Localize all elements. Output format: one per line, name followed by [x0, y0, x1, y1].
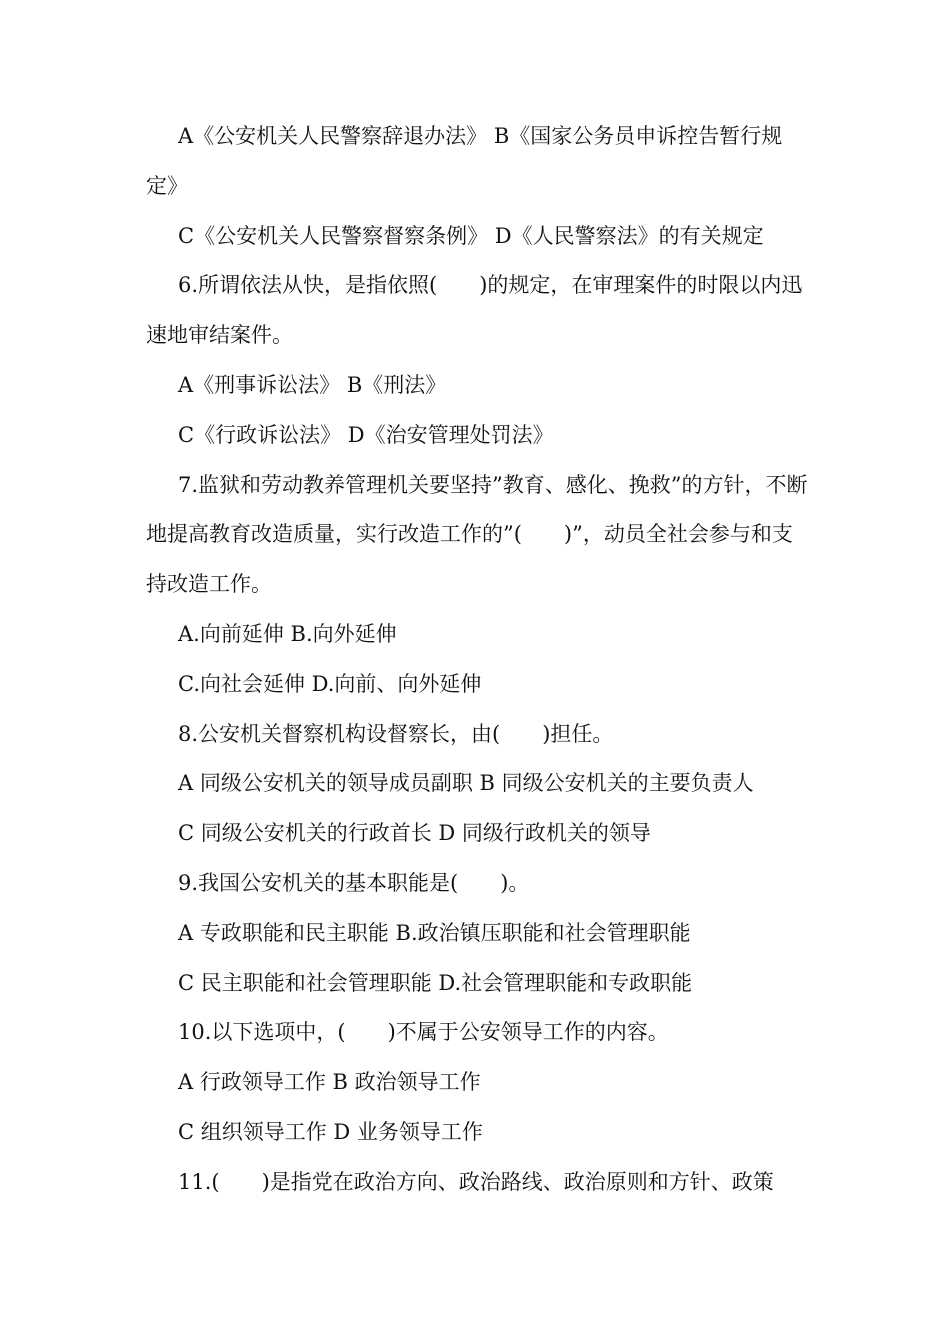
- option-line: C 同级公安机关的行政首长 D 同级行政机关的领导: [178, 821, 651, 846]
- option-line: C《行政诉讼法》 D《治安管理处罚法》: [178, 422, 554, 447]
- question-6: 6.所谓依法从快，是指依照( )的规定，在审理案件的时限以内迅速地审结案件。: [146, 273, 803, 348]
- option-line: A 行政领导工作 B 政治领导工作: [178, 1070, 481, 1095]
- option-line: C 组织领导工作 D 业务领导工作: [178, 1119, 483, 1144]
- question-10: 10.以下选项中，( )不属于公安领导工作的内容。: [178, 1020, 669, 1045]
- option-line: C《公安机关人民警察督察条例》 D《人民警察法》的有关规定: [178, 223, 764, 248]
- option-line: A 专政职能和民主职能 B.政治镇压职能和社会管理职能: [178, 920, 691, 945]
- option-line: A《公安机关人民警察辞退办法》 B《国家公务员申诉控告暂行规定》: [146, 124, 783, 198]
- document-body: [146, 112, 810, 1208]
- option-line: A 同级公安机关的领导成员副职 B 同级公安机关的主要负责人: [178, 771, 754, 796]
- option-line: A.向前延伸 B.向外延伸: [178, 621, 397, 646]
- question-9: 9.我国公安机关的基本职能是( )。: [178, 870, 530, 895]
- question-7: 7.监狱和劳动教养管理机关要坚持”教育、感化、挽救”的方针，不断地提高教育改造质量，实行改造工作的”( )”，动员全社会参与和支持改造工作。: [146, 472, 808, 597]
- option-line: A《刑事诉讼法》 B《刑法》: [178, 372, 447, 397]
- option-line: C.向社会延伸 D.向前、向外延伸: [178, 671, 482, 696]
- question-8: 8.公安机关督察机构设督察长，由( )担任。: [178, 721, 614, 746]
- question-11: 11.( )是指党在政治方向、政治路线、政治原则和方针、政策: [178, 1169, 774, 1194]
- option-line: C 民主职能和社会管理职能 D.社会管理职能和专政职能: [178, 970, 693, 995]
